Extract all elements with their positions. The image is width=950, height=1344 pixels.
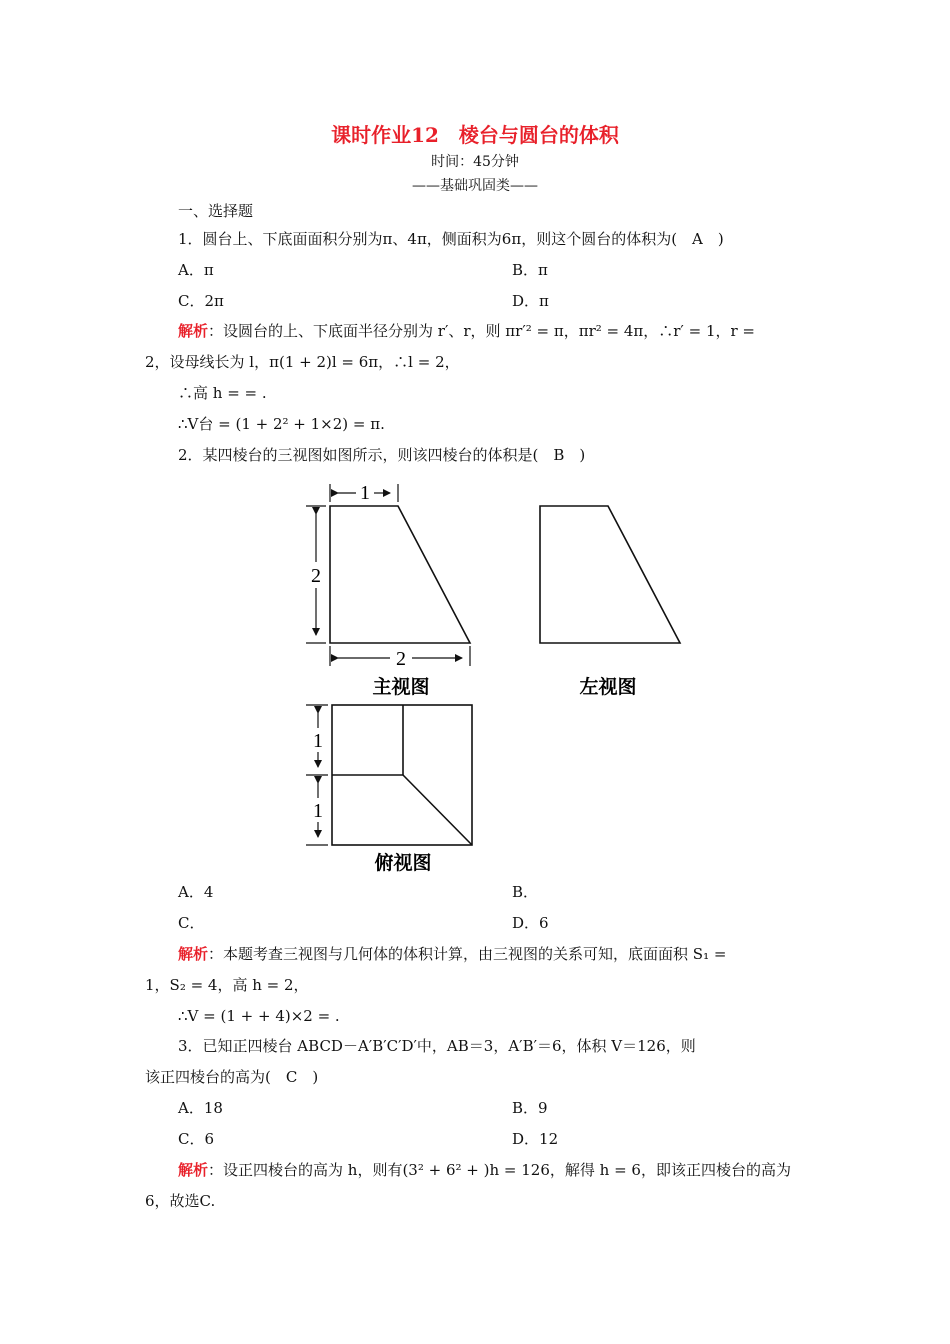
analysis-label: 解析 (178, 945, 209, 963)
time-limit: 时间：45分钟 (431, 154, 519, 170)
dim-height-label: 2 (311, 565, 321, 587)
q3-option-b: B．9 (512, 1099, 548, 1117)
analysis-label: 解析 (178, 322, 209, 340)
dim-top-view-arrows (306, 705, 328, 845)
top-view (332, 705, 472, 845)
q3-stem-line-2: 该正四棱台的高为( C ) (145, 1068, 319, 1086)
q3-analysis-text: ：设正四棱台的高为 h，则有(3² + 6² + )h = 126，解得 h = 6，即该正四棱台的高为 (208, 1161, 791, 1179)
q2-analysis-text: ：本题考查三视图与几何体的体积计算，由三视图的关系可知，底面面积 S₁ = (208, 945, 727, 963)
q1-analysis-line-1 (178, 321, 755, 341)
q3-analysis-line-2: 6，故选C. (145, 1192, 216, 1210)
q2-option-d: D．6 (512, 914, 549, 932)
page-title: 课时作业12 棱台与圆台的体积 (331, 123, 619, 147)
q2-stem: 2．某四棱台的三视图如图所示，则该四棱台的体积是( B ) (178, 446, 586, 464)
section-heading: ——基础巩固类—— (412, 178, 538, 194)
q1-option-b: B．π (512, 261, 548, 279)
side-view-label: 左视图 (579, 677, 637, 698)
front-view (330, 506, 470, 643)
q2-analysis-line-3: ∴V = (1 + + 4)×2 = . (178, 1007, 340, 1025)
top-view-label: 俯视图 (374, 853, 432, 874)
q3-option-a: A．18 (178, 1099, 223, 1117)
dim-bottom-label: 2 (396, 648, 406, 670)
dim-top-view-label-2: 1 (313, 800, 323, 822)
q1-analysis-line-2: 2，设母线长为 l，π(1 + 2)l = 6π，∴l = 2， (145, 353, 460, 371)
front-view-label: 主视图 (372, 677, 430, 698)
three-view-figure (290, 478, 690, 878)
q1-analysis-line-3: ∴高 h = = . (178, 384, 267, 402)
q3-option-c: C．6 (178, 1130, 215, 1148)
q1-option-c: C．2π (178, 292, 224, 310)
q2-option-a: A．4 (178, 883, 214, 901)
q1-option-a: A．π (178, 261, 214, 279)
q1-analysis-text: ：设圆台的上、下底面半径分别为 r′、r，则 πr′² = π，πr² = 4π，∴r′ = 1，r = (208, 322, 755, 340)
q1-stem: 1．圆台上、下底面面积分别为π、4π，侧面积为6π，则这个圆台的体积为( A ) (178, 230, 724, 248)
dim-top-label: 1 (360, 482, 370, 504)
q3-analysis-line-1 (178, 1160, 791, 1180)
q2-analysis-line-1 (178, 944, 726, 964)
part-heading: 一、选择题 (178, 202, 254, 220)
dim-top-view-label-1: 1 (313, 730, 323, 752)
analysis-label: 解析 (178, 1161, 209, 1179)
q2-analysis-line-2: 1，S₂ = 4，高 h = 2， (145, 976, 309, 994)
q3-stem-line-1: 3．已知正四棱台 ABCD－A′B′C′D′中，AB＝3，A′B′＝6，体积 V＝126，则 (178, 1037, 696, 1055)
q2-option-c: C． (178, 914, 205, 932)
q2-option-b: B． (512, 883, 539, 901)
q1-option-d: D．π (512, 292, 549, 310)
q1-analysis-line-4: ∴V台 = (1 + 2² + 1×2) = π. (178, 415, 385, 433)
q3-option-d: D．12 (512, 1130, 559, 1148)
side-view (540, 506, 680, 643)
